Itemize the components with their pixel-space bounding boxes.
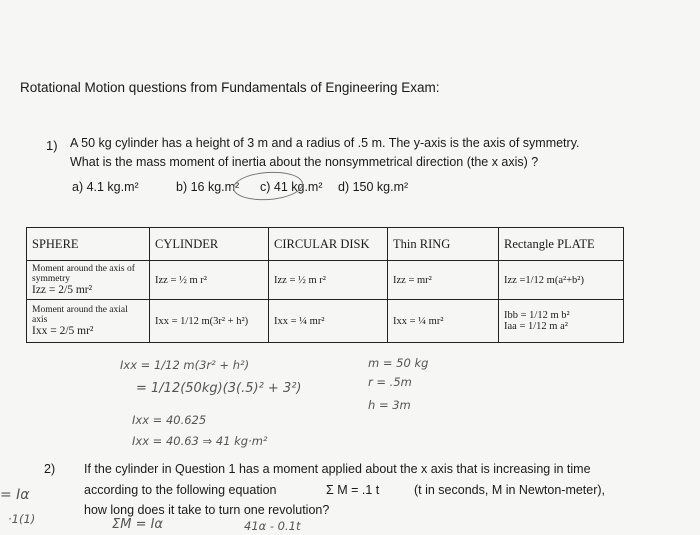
- question2-number: 2): [44, 462, 56, 476]
- ring-cell: Ixx = ¼ mr²: [388, 300, 499, 343]
- question2-line2-text: according to the following equation: [84, 483, 277, 497]
- moment-equation: Σ M = .1 t: [326, 483, 380, 497]
- table-header-row: [27, 228, 624, 261]
- handwritten-sum-moment: ΣM = Iα: [112, 517, 163, 532]
- plate-formula-a: Iaa = 1/12 m a²: [504, 321, 568, 332]
- handwritten-given-radius: r = .5m: [368, 375, 412, 389]
- handwritten-result: Ixx = 40.625: [132, 413, 207, 427]
- question1-line2: What is the mass moment of inertia about the nonsymmetrical direction (the x axis) ?: [70, 155, 539, 169]
- header-ring: Thin RING: [388, 228, 499, 261]
- answer-circle-mark: [232, 170, 304, 203]
- header-cylinder: CYLINDER: [150, 228, 269, 261]
- page-title: Rotational Motion questions from Fundamentals of Engineering Exam:: [20, 80, 440, 95]
- question2-line3: how long does it take to turn one revolution?: [84, 503, 330, 517]
- handwritten-bottom-equation: 41α - 0.1t: [244, 519, 301, 533]
- margin-note-2: ·1(1): [8, 512, 36, 526]
- cylinder-cell: Ixx = 1/12 m(3r² + h²): [150, 300, 269, 343]
- sphere-cell: [27, 300, 150, 343]
- sphere-desc: Moment around the axis of symmetry: [32, 264, 135, 284]
- header-disk: CIRCULAR DISK: [269, 228, 388, 261]
- plate-cell: Izz =1/12 m(a²+b²): [499, 261, 624, 300]
- table-row: [27, 261, 624, 300]
- handwritten-formula: Ixx = 1/12 m(3r² + h²): [120, 358, 250, 372]
- sphere-desc: Moment around the axial axis: [32, 305, 128, 325]
- handwritten-substitution: = 1/12(50kg)(3(.5)² + 3²): [136, 381, 302, 396]
- sphere-formula: Ixx = 2/5 mr²: [32, 325, 94, 337]
- option-c: c) 41 kg.m²: [260, 180, 323, 194]
- question2-line1: If the cylinder in Question 1 has a moment applied about the x axis that is increasing in time: [84, 462, 591, 476]
- handwritten-answer: Ixx = 40.63 ⇒ 41 kg·m²: [132, 434, 268, 448]
- handwritten-given-height: h = 3m: [368, 398, 411, 412]
- ring-cell: Izz = mr²: [388, 261, 499, 300]
- question1-line1: A 50 kg cylinder has a height of 3 m and a radius of .5 m. The y-axis is the axis of symmetry.: [70, 136, 580, 150]
- disk-cell: Izz = ½ m r²: [269, 261, 388, 300]
- header-plate: Rectangle PLATE: [499, 228, 624, 261]
- handwritten-given-mass: m = 50 kg: [368, 356, 429, 370]
- plate-cell: [499, 300, 624, 343]
- margin-note: = Iα: [0, 487, 30, 503]
- question1-number: 1): [46, 138, 58, 153]
- table-row: [27, 300, 624, 343]
- option-d: d) 150 kg.m²: [338, 180, 409, 194]
- question2-line2: [84, 483, 606, 497]
- option-a: a) 4.1 kg.m²: [72, 180, 139, 194]
- disk-cell: Ixx = ¼ mr²: [269, 300, 388, 343]
- header-sphere: SPHERE: [27, 228, 150, 261]
- sphere-formula: Izz = 2/5 mr²: [32, 284, 93, 296]
- units-note: (t in seconds, M in Newton-meter),: [414, 483, 606, 497]
- sphere-cell: [27, 261, 150, 300]
- moment-of-inertia-table: [26, 227, 624, 343]
- plate-formula-b: Ibb = 1/12 m b²: [504, 310, 570, 321]
- option-b: b) 16 kg.m²: [176, 180, 240, 194]
- cylinder-cell: Izz = ½ m r²: [150, 261, 269, 300]
